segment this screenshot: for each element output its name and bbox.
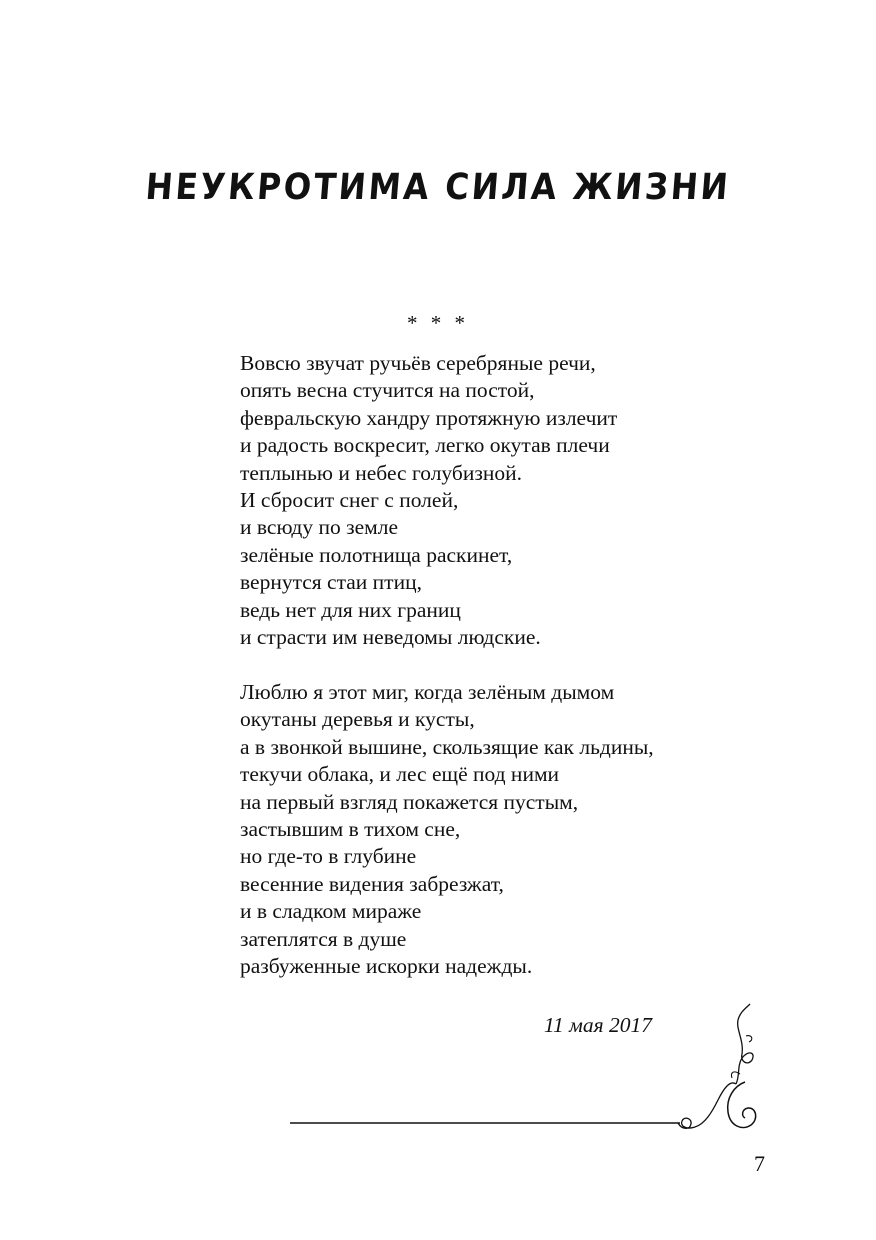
- flourish-ornament-icon: [290, 1000, 770, 1140]
- poem-line: а в звонкой вышине, скользящие как льдины,: [240, 734, 654, 759]
- poem-line: февральскую хандру протяжную излечит: [240, 405, 618, 430]
- poem-line: затеплятся в душе: [240, 926, 407, 951]
- poem-stanza-2: [240, 679, 654, 980]
- poem-line: окутаны деревья и кусты,: [240, 707, 475, 732]
- poem-line: текучи облака, и лес ещё под ними: [240, 762, 560, 787]
- poem-line: вернутся стаи птиц,: [240, 570, 422, 595]
- poem-line: Люблю я этот миг, когда зелёным дымом: [240, 680, 615, 704]
- poem-line: и радость воскресит, легко окутав плечи: [240, 433, 610, 458]
- poem-line: весенние видения забрезжат,: [240, 871, 504, 896]
- poem-line: И сбросит снег с полей,: [240, 488, 459, 513]
- poem-line: ведь нет для них границ: [240, 597, 461, 622]
- page-number: 7: [754, 1151, 765, 1176]
- poem-line: и страсти им неведомы людские.: [240, 625, 541, 650]
- poem-line: но где-то в глубине: [240, 844, 417, 869]
- poem-line: разбуженные искорки надежды.: [240, 954, 533, 979]
- section-separator: * * *: [407, 311, 469, 335]
- poem-line: на первый взгляд покажется пустым,: [240, 789, 579, 814]
- poem-date: 11 мая 2017: [543, 1013, 652, 1037]
- poem-line: зелёные полотнища раскинет,: [240, 542, 513, 567]
- poem-line: Вовсю звучат ручьёв серебряные речи,: [240, 351, 596, 375]
- chapter-title: НЕУКРОТИМА СИЛА ЖИЗНИ: [144, 167, 732, 208]
- poem-line: застывшим в тихом сне,: [240, 817, 461, 842]
- poem-line: и всюду по земле: [240, 515, 399, 540]
- poem-line: и в сладком мираже: [240, 899, 422, 924]
- poem-line: опять весна стучится на постой,: [240, 378, 535, 403]
- poem-stanza-1: [240, 350, 617, 651]
- poem-line: теплынью и небес голубизной.: [240, 460, 522, 485]
